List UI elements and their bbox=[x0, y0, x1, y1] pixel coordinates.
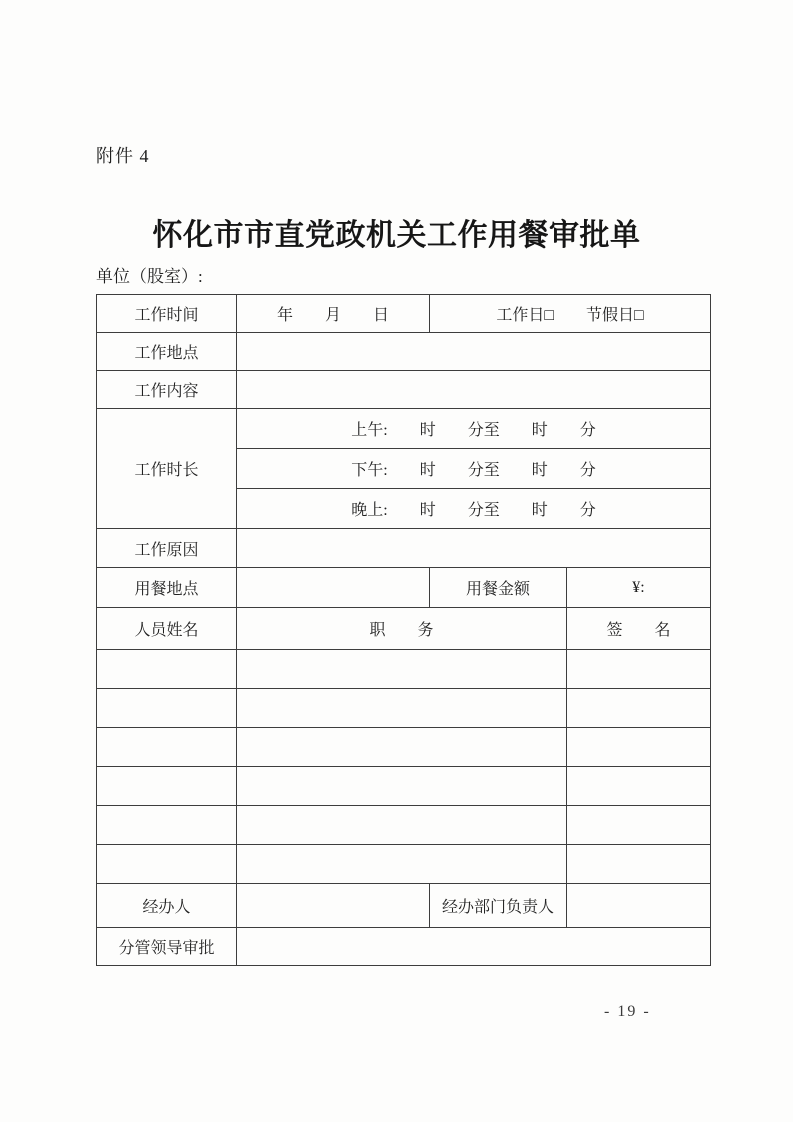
work-duration-evening-cell: 晚上: 时 分至 时 分 bbox=[237, 489, 711, 529]
work-content-value-cell bbox=[237, 371, 711, 409]
attachment-label: 附件 4 bbox=[96, 146, 150, 166]
leader-approval-value-cell bbox=[237, 928, 711, 966]
work-duration-morning-cell: 上午: 时 分至 时 分 bbox=[237, 409, 711, 449]
personnel-blank-row bbox=[97, 689, 711, 728]
work-reason-row bbox=[97, 529, 711, 568]
work-place-row bbox=[97, 333, 711, 371]
blank-signature-cell bbox=[567, 767, 711, 806]
personnel-name-header: 人员姓名 bbox=[97, 608, 237, 650]
work-time-date-cell: 年 月 日 bbox=[237, 295, 430, 333]
work-duration-morning-row bbox=[97, 409, 711, 449]
meal-approval-form-table bbox=[96, 294, 711, 966]
blank-position-cell bbox=[237, 650, 567, 689]
meal-row bbox=[97, 568, 711, 608]
work-time-daytype-cell: 工作日□ 节假日□ bbox=[430, 295, 711, 333]
personnel-blank-row bbox=[97, 650, 711, 689]
personnel-header-row bbox=[97, 608, 711, 650]
blank-name-cell bbox=[97, 845, 237, 884]
blank-position-cell bbox=[237, 728, 567, 767]
meal-amount-label: 用餐金额 bbox=[430, 568, 567, 608]
meal-amount-value-cell: ¥: bbox=[567, 568, 711, 608]
work-content-row bbox=[97, 371, 711, 409]
blank-name-cell bbox=[97, 806, 237, 845]
work-reason-label: 工作原因 bbox=[97, 529, 237, 568]
personnel-blank-row bbox=[97, 728, 711, 767]
work-content-label: 工作内容 bbox=[97, 371, 237, 409]
work-reason-value-cell bbox=[237, 529, 711, 568]
personnel-position-header: 职 务 bbox=[237, 608, 567, 650]
unit-department-label: 单位（股室）: bbox=[96, 267, 203, 286]
work-duration-afternoon-cell: 下午: 时 分至 时 分 bbox=[237, 449, 711, 489]
personnel-blank-row bbox=[97, 845, 711, 884]
handler-label: 经办人 bbox=[97, 884, 237, 928]
leader-approval-label: 分管领导审批 bbox=[97, 928, 237, 966]
leader-approval-row bbox=[97, 928, 711, 966]
work-place-label: 工作地点 bbox=[97, 333, 237, 371]
blank-position-cell bbox=[237, 806, 567, 845]
work-time-label: 工作时间 bbox=[97, 295, 237, 333]
blank-position-cell bbox=[237, 767, 567, 806]
blank-position-cell bbox=[237, 689, 567, 728]
dept-head-label: 经办部门负责人 bbox=[430, 884, 567, 928]
blank-signature-cell bbox=[567, 650, 711, 689]
personnel-signature-header: 签 名 bbox=[567, 608, 711, 650]
page-number: - 19 - bbox=[604, 1003, 651, 1020]
work-place-value-cell bbox=[237, 333, 711, 371]
blank-position-cell bbox=[237, 845, 567, 884]
blank-signature-cell bbox=[567, 728, 711, 767]
blank-name-cell bbox=[97, 650, 237, 689]
blank-signature-cell bbox=[567, 845, 711, 884]
work-duration-label: 工作时长 bbox=[97, 409, 237, 529]
page-title: 怀化市市直党政机关工作用餐审批单 bbox=[152, 219, 641, 252]
blank-name-cell bbox=[97, 728, 237, 767]
handler-signature-cell bbox=[237, 884, 430, 928]
personnel-blank-row bbox=[97, 806, 711, 845]
work-time-row bbox=[97, 295, 711, 333]
blank-signature-cell bbox=[567, 689, 711, 728]
meal-place-label: 用餐地点 bbox=[97, 568, 237, 608]
blank-signature-cell bbox=[567, 806, 711, 845]
blank-name-cell bbox=[97, 767, 237, 806]
dept-head-signature-cell bbox=[567, 884, 711, 928]
blank-name-cell bbox=[97, 689, 237, 728]
meal-place-value-cell bbox=[237, 568, 430, 608]
handler-row bbox=[97, 884, 711, 928]
personnel-blank-row bbox=[97, 767, 711, 806]
